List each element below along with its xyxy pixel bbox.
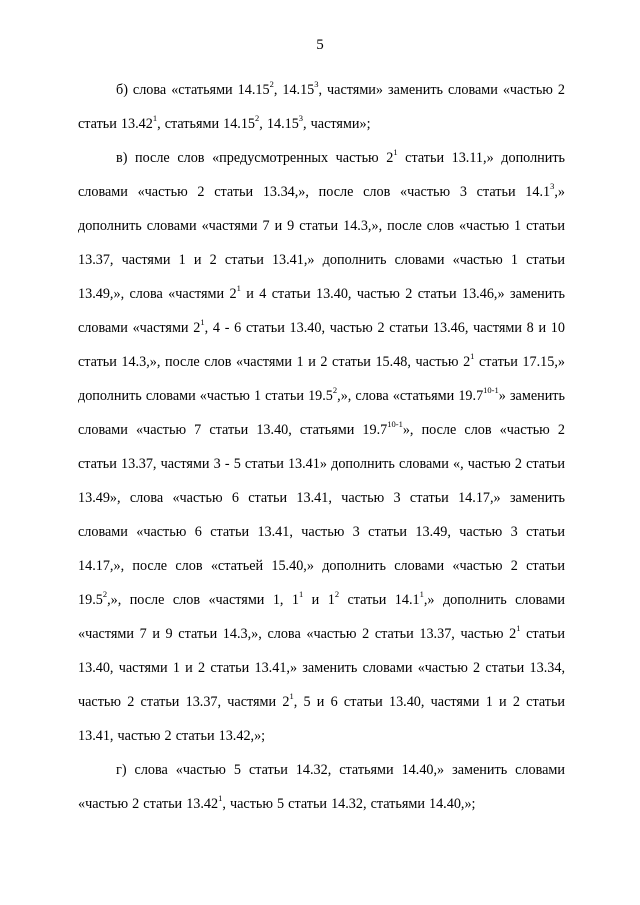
- text-run: , частями»;: [303, 116, 371, 132]
- text-run: ,» дополнить словами «частями 7 и 9 статьи 14.3,», слова «частью 2 статьи 13.37, частью 2: [78, 592, 565, 642]
- paragraph-v: [78, 141, 565, 753]
- superscript-index: 1: [236, 283, 241, 294]
- document-body: [78, 73, 565, 821]
- superscript-index: 10-1: [387, 419, 403, 430]
- superscript-index: 2: [334, 589, 340, 600]
- text-run: ,» дополнить словами «частями 7 и 9 статьи 14.3,», после слов «частью 1 статьи 13.37, частями 1 и 2 статьи 13.41,» дополнить словами «частью 1 статьи 13.49,», слова «частями 2: [78, 184, 565, 302]
- superscript-index: 3: [550, 181, 555, 192]
- text-run: » заменить словами «частью 7 статьи 13.40, статьями 19.7: [78, 388, 565, 438]
- superscript-index: 10-1: [483, 385, 499, 396]
- text-run: статьи 13.40, частями 1 и 2 статьи 13.41,» заменить словами «частью 2 статьи 13.34, частью 2 статьи 13.37, частями 2: [78, 626, 565, 710]
- superscript-index: 1: [516, 623, 521, 634]
- superscript-index: 2: [332, 385, 338, 396]
- text-run: , 5 и 6 статьи 13.40, частями 1 и 2 статьи 13.41, частью 2 статьи 13.42,»;: [78, 694, 566, 744]
- text-run: , частью 5 статьи 14.32, статьями 14.40,»;: [222, 796, 476, 812]
- superscript-index: 2: [269, 79, 274, 90]
- text-run: и 4 статьи 13.40, частью 2 статьи 13.46,» заменить словами «частями 2: [78, 286, 565, 336]
- superscript-index: 1: [152, 113, 158, 124]
- superscript-index: 1: [200, 317, 205, 328]
- text-run: статьи 17.15,» дополнить словами «частью 1 статьи 19.5: [78, 354, 565, 404]
- text-run: статьи 14.1: [339, 592, 420, 608]
- superscript-index: 1: [289, 691, 294, 702]
- superscript-index: 1: [470, 351, 475, 362]
- superscript-index: 2: [102, 589, 108, 600]
- page-number: 5: [316, 37, 324, 53]
- text-run: в) после слов «предусмотренных частью 2: [116, 150, 394, 166]
- text-run: », после слов «частью 2 статьи 13.37, частями 3 - 5 статьи 13.41» дополнить словами «, частью 2 статьи 13.49», слова «частью 6 статьи 13.41, частью 3 статьи 14.17,» заменить словами «частью 6 статьи 13.41, частью 3 статьи 13.49, частью 3 статьи 14.17,», после слов «статьей 15.40,» дополнить словами «частью 2 статьи 19.5: [78, 422, 565, 608]
- text-run: ,», после слов «частями 1, 1: [107, 592, 299, 608]
- paragraph-g: [78, 753, 565, 821]
- superscript-index: 1: [393, 147, 398, 158]
- superscript-index: 3: [298, 113, 304, 124]
- text-run: и 1: [303, 592, 335, 608]
- text-run: , 4 - 6 статьи 13.40, частью 2 статьи 13.46, частями 8 и 10 статьи 14.3,», после слов «частями 1 и 2 статьи 15.48, частью 2: [78, 320, 565, 370]
- text-run: , статьями 14.15: [157, 116, 256, 132]
- superscript-index: 1: [218, 793, 223, 804]
- paragraph-b: [78, 73, 565, 141]
- text-run: статьи 13.11,» дополнить словами «частью 2 статьи 13.34,», после слов «частью 3 статьи 14.1: [78, 150, 565, 200]
- superscript-index: 1: [419, 589, 424, 600]
- text-run: , 14.15: [259, 116, 299, 132]
- superscript-index: 2: [255, 113, 260, 124]
- superscript-index: 3: [314, 79, 319, 90]
- text-run: б) слова «статьями 14.15: [116, 82, 270, 98]
- text-run: ,», слова «статьями 19.7: [337, 388, 484, 404]
- text-run: , частями» заменить словами «частью 2 статьи 13.42: [78, 82, 565, 132]
- superscript-index: 1: [299, 589, 304, 600]
- text-run: , 14.15: [273, 82, 315, 98]
- text-run: г) слова «частью 5 статьи 14.32, статьями 14.40,» заменить словами «частью 2 статьи 13.42: [78, 762, 565, 812]
